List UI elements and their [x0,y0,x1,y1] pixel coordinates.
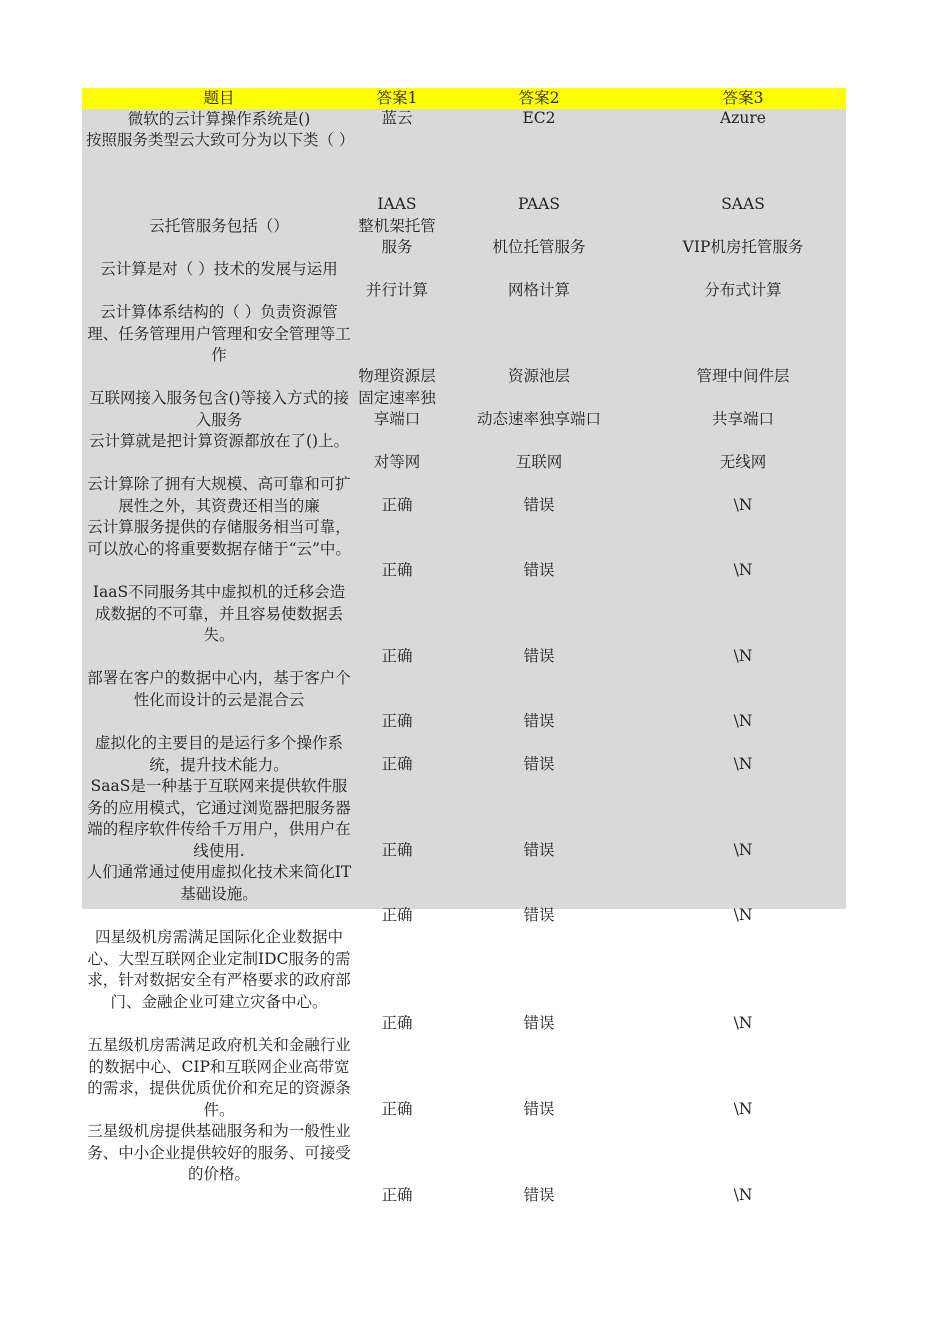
answer-3-cell: SAAS [721,195,765,214]
spreadsheet-table [82,88,846,1207]
answer-1-cell: 正确 [381,755,413,774]
answer-1-cell: 整机架托管服务 [358,216,436,257]
table-row [82,130,846,216]
table-row [82,776,846,862]
question-cell: 云计算就是把计算资源都放在了()上。 [88,432,350,450]
answer-2-cell: EC2 [522,109,556,128]
answer-3-cell: 分布式计算 [704,281,782,300]
answer-2-cell: 错误 [523,561,555,580]
question-cell: 互联网接入服务包含()等接入方式的接入服务 [88,389,350,429]
answer-1-cell: 固定速率独享端口 [358,388,436,429]
answer-1-cell: 正确 [381,1100,413,1119]
answer-3-cell: \N [733,496,753,515]
question-cell: 微软的云计算操作系统是() [127,110,311,128]
question-cell: 云托管服务包括（） [149,217,289,235]
question-cell: IaaS不同服务其中虚拟机的迁移会造成数据的不可靠，并且容易使数据丢失。 [92,583,346,645]
question-cell: 云计算服务提供的存储服务相当可靠，可以放心的将重要数据存储于“云”中。 [87,518,351,558]
answer-1-cell: 正确 [381,496,413,515]
answer-2-cell: 错误 [523,755,555,774]
answer-1-cell: 物理资源层 [358,367,436,386]
answer-3-cell: 无线网 [719,453,767,472]
answer-2-cell: 错误 [523,496,555,515]
question-cell: 四星级机房需满足国际化企业数据中心、大型互联网企业定制IDC服务的需求，针对数据安全有严格要求的政府部门、金融企业可建立灾备中心。 [87,928,351,1011]
answer-2-cell: 错误 [523,906,555,925]
table-row [82,109,846,130]
answer-3-cell: \N [733,755,753,774]
question-cell: 云计算体系结构的（ ）负责资源管理、任务管理用户管理和安全管理等工作 [87,303,351,365]
header-question: 题目 [203,89,235,107]
question-cell: 人们通常通过使用虚拟化技术来简化IT基础设施。 [86,863,352,903]
answer-2-cell: 错误 [523,1186,555,1205]
table-row [82,216,846,259]
answer-3-cell: Azure [720,109,766,128]
answer-2-cell: 错误 [523,1100,555,1119]
answer-2-cell: 网格计算 [507,281,570,300]
answer-1-cell: 并行计算 [365,281,428,300]
answer-1-cell: 蓝云 [381,109,413,128]
answer-3-cell: \N [733,1100,753,1119]
header-answer-2: 答案2 [518,89,560,107]
answer-3-cell: \N [733,841,753,860]
question-cell: 五星级机房需满足政府机关和金融行业的数据中心、CIP和互联网企业高带宽的需求，提供优质优价和充足的资源条件。 [87,1036,351,1119]
question-cell: 按照服务类型云大致可分为以下类（ ） [86,131,355,149]
question-cell: 部署在客户的数据中心内，基于客户个性化而设计的云是混合云 [87,669,351,709]
table-body [82,109,846,1207]
answer-2-cell: 错误 [523,647,555,666]
answer-2-cell: 错误 [523,1014,555,1033]
answer-1-cell: 正确 [381,841,413,860]
table-row [82,1035,846,1121]
table-row [82,668,846,733]
answer-1-cell: 对等网 [373,453,421,472]
answer-3-cell: \N [733,1014,753,1033]
answer-3-cell: \N [733,647,753,666]
answer-2-cell: 错误 [523,841,555,860]
table-row [82,862,846,927]
question-cell: 云计算除了拥有大规模、高可靠和可扩展性之外，其资费还相当的廉 [87,475,351,515]
table-row [82,388,846,431]
answer-1-cell: 正确 [381,1186,413,1205]
answer-1-cell: 正确 [381,712,413,731]
table-row [82,1121,846,1207]
answer-2-cell: 错误 [523,712,555,731]
answer-2-cell: 资源池层 [507,367,570,386]
answer-1-cell: 正确 [381,647,413,666]
question-cell: 三星级机房提供基础服务和为一般性业务、中小企业提供较好的服务、可接受的价格。 [87,1122,351,1184]
answer-3-cell: \N [733,712,753,731]
answer-1-cell: 正确 [381,561,413,580]
answer-2-cell: 机位托管服务 [492,238,586,257]
question-cell: 虚拟化的主要目的是运行多个操作系统，提升技术能力。 [94,734,343,774]
answer-1-cell: IAAS [377,195,417,214]
table-row [82,733,846,776]
table-row [82,582,846,668]
answer-2-cell: 互联网 [515,453,563,472]
table-row [82,431,846,474]
question-cell: SaaS是一种基于互联网来提供软件服务的应用模式，它通过浏览器把服务器端的程序软件传给千万用户，供用户在线使用. [87,777,351,860]
table-row [82,302,846,388]
table-row [82,517,846,582]
answer-3-cell: VIP机房托管服务 [682,238,804,257]
table-row [82,259,846,302]
table-row [82,927,846,1035]
answer-2-cell: PAAS [517,195,560,214]
answer-3-cell: \N [733,561,753,580]
answer-3-cell: \N [733,906,753,925]
answer-1-cell: 正确 [381,1014,413,1033]
answer-1-cell: 正确 [381,906,413,925]
answer-3-cell: \N [733,1186,753,1205]
header-answer-3: 答案3 [722,89,764,107]
header-answer-1: 答案1 [376,89,418,107]
answer-3-cell: 管理中间件层 [696,367,790,386]
table-row [82,474,846,517]
question-cell: 云计算是对（ ）技术的发展与运用 [100,260,338,278]
answer-3-cell: 共享端口 [711,410,774,429]
header-row [82,88,846,109]
answer-2-cell: 动态速率独享端口 [476,410,601,429]
